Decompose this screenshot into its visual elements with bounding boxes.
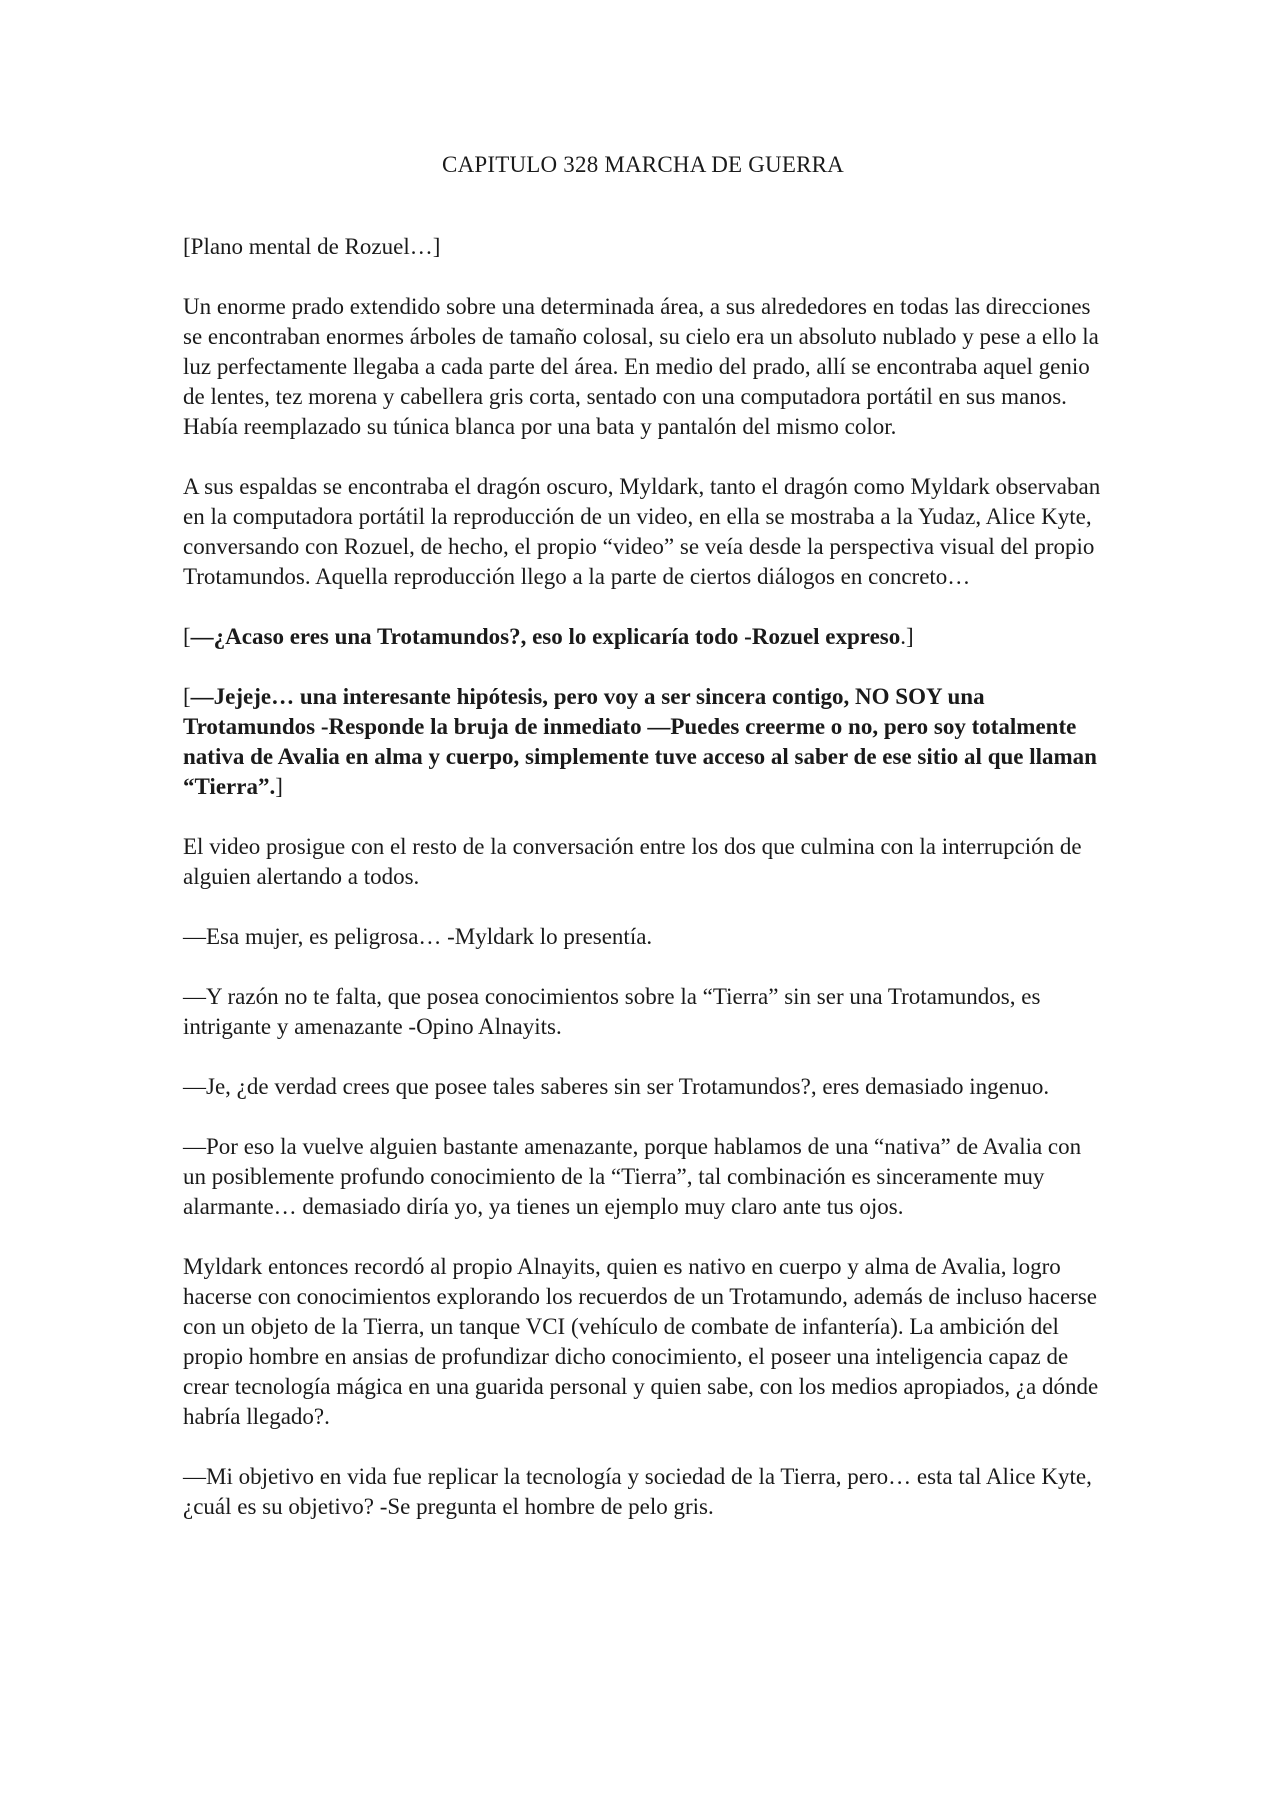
paragraph-dialogue: —Por eso la vuelve alguien bastante amenazante, porque hablamos de una “nativa” de Avalia con un posiblemente profundo conocimiento de la “Tierra”, tal combinación es sinceramente muy alarmante… demasiado diría yo, ya tienes un ejemplo muy claro ante tus ojos. <box>183 1134 1082 1219</box>
bracket-close: .] <box>900 624 914 649</box>
document-page <box>183 150 1103 1552</box>
paragraph-narration: Un enorme prado extendido sobre una determinada área, a sus alrededores en todas las direcciones se encontraban enormes árboles de tamaño colosal, su cielo era un absoluto nublado y pese a ello la luz perfectamente llegaba a cada parte del área. En medio del prado, allí se encontraba aquel genio de lentes, tez morena y cabellera gris corta, sentado con una computadora portátil en sus manos. Había reemplazado su túnica blanca por una bata y pantalón del mismo color. <box>183 294 1099 439</box>
paragraph-narration: A sus espaldas se encontraba el dragón oscuro, Myldark, tanto el dragón como Myldark observaban en la computadora portátil la reproducción de un video, en ella se mostraba a la Yudaz, Alice Kyte, conversando con Rozuel, de hecho, el propio “video” se veía desde la perspectiva visual del propio Trotamundos. Aquella reproducción llego a la parte de ciertos diálogos en concreto… <box>183 474 1101 589</box>
paragraph-scene-heading: [Plano mental de Rozuel…] <box>183 234 441 259</box>
paragraph-narration: El video prosigue con el resto de la conversación entre los dos que culmina con la interrupción de alguien alertando a todos. <box>183 834 1082 889</box>
paragraph-dialogue: —Esa mujer, es peligrosa… -Myldark lo presentía. <box>183 924 653 949</box>
chapter-title: CAPITULO 328 MARCHA DE GUERRA <box>442 152 844 177</box>
paragraph-bold-dialogue <box>183 622 1103 652</box>
paragraph-dialogue: —Mi objetivo en vida fue replicar la tecnología y sociedad de la Tierra, pero… esta tal Alice Kyte, ¿cuál es su objetivo? -Se pregunta el hombre de pelo gris. <box>183 1464 1092 1519</box>
bracket-close: ] <box>275 774 283 799</box>
paragraph-dialogue: —Y razón no te falta, que posea conocimientos sobre la “Tierra” sin ser una Trotamundos, es intrigante y amenazante -Opino Alnayits. <box>183 984 1041 1039</box>
bracket-open: [ <box>183 684 191 709</box>
bracket-open: [ <box>183 624 191 649</box>
paragraph-dialogue: —Je, ¿de verdad crees que posee tales saberes sin ser Trotamundos?, eres demasiado ingenuo. <box>183 1074 1050 1099</box>
bold-dialogue-text: —Jejeje… una interesante hipótesis, pero voy a ser sincera contigo, NO SOY una Trotamundos -Responde la bruja de inmediato —Puedes creerme o no, pero soy totalmente nativa de Avalia en alma y cuerpo, simplemente tuve acceso al saber de ese sitio al que llaman “Tierra”. <box>183 684 1097 799</box>
paragraph-narration: Myldark entonces recordó al propio Alnayits, quien es nativo en cuerpo y alma de Avalia, logro hacerse con conocimientos explorando los recuerdos de un Trotamundo, además de incluso hacerse con un objeto de la Tierra, un tanque VCI (vehículo de combate de infantería). La ambición del propio hombre en ansias de profundizar dicho conocimiento, el poseer una inteligencia capaz de crear tecnología mágica en una guarida personal y quien sabe, con los medios apropiados, ¿a dónde habría llegado?. <box>183 1254 1099 1429</box>
paragraph-bold-dialogue <box>183 682 1103 802</box>
bold-dialogue-text: —¿Acaso eres una Trotamundos?, eso lo explicaría todo -Rozuel expreso <box>190 624 901 649</box>
